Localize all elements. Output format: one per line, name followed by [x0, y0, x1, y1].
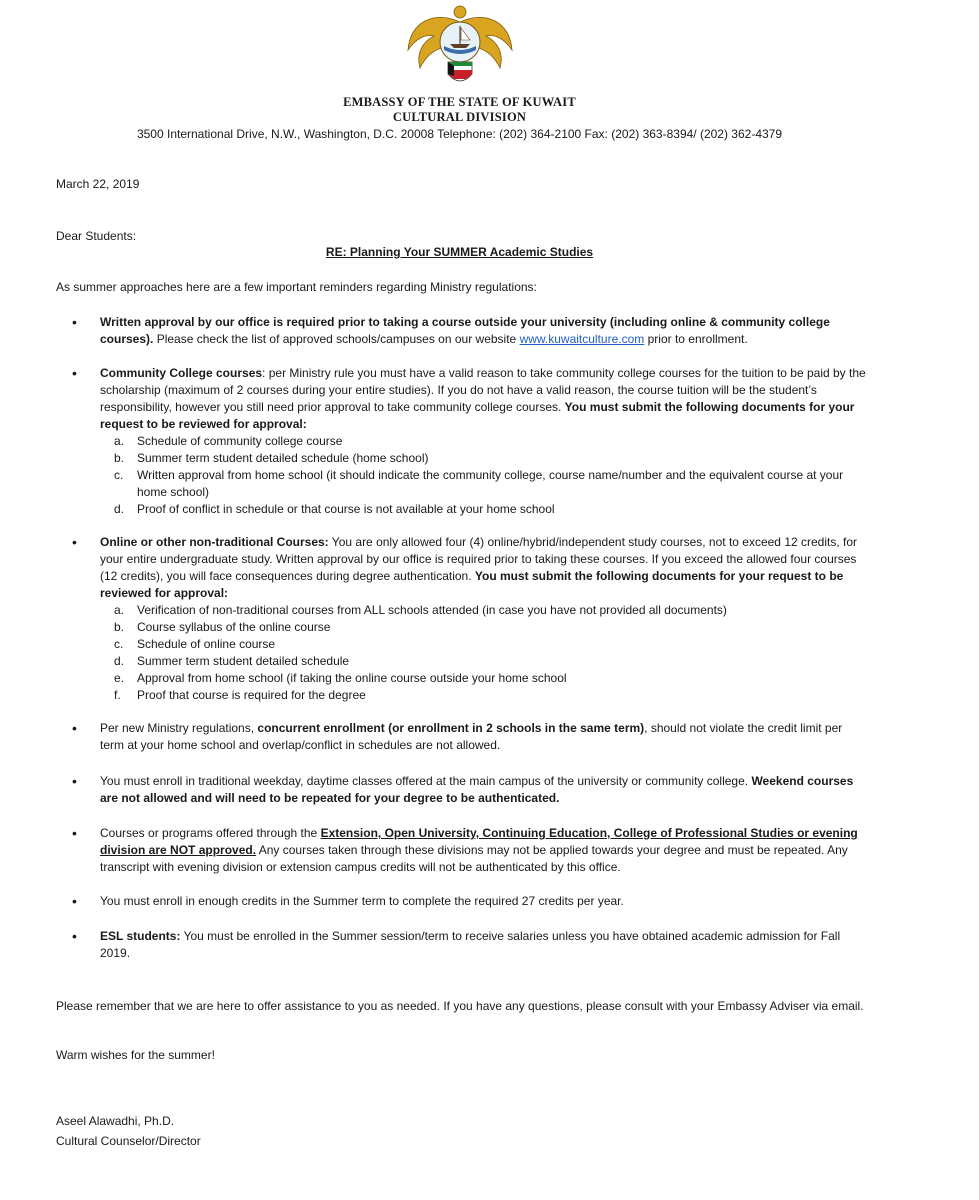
bullet-text: prior to enrollment.: [644, 332, 748, 346]
bullet-icon: •: [72, 314, 77, 330]
bullet-text: You must be enrolled in the Summer session/term to receive salaries unless you have obtained academic admission for Fall 2019.: [100, 929, 841, 960]
bullet-text: , should not violate the credit limit per term at your home school and overlap/conflict in schedules are not allowed.: [100, 721, 843, 752]
bullet-text: You must enroll in enough credits in the Summer term to complete the required 27 credits per year.: [100, 894, 624, 908]
letter-date: March 22, 2019: [56, 177, 140, 191]
bullet-bold-tail: You must submit the following documents for your request to be reviewed for approval:: [100, 400, 855, 431]
bullet-icon: •: [72, 534, 77, 550]
bullet-bold-text: Written approval by our office is required prior to taking a course outside your university (including online & community college courses).: [100, 315, 830, 346]
bullet-bold-lead: Online or other non-traditional Courses:: [100, 535, 329, 549]
bullet-written-approval: [72, 314, 868, 348]
bullet-community-college: [72, 365, 868, 518]
intro-paragraph: As summer approaches here are a few important reminders regarding Ministry regulations:: [56, 280, 537, 294]
bullet-bold-tail: You must submit the following documents for your request to be reviewed for approval:: [100, 569, 844, 600]
bullet-online-courses: [72, 534, 868, 704]
list-item: a. Verification of non-traditional courses from ALL schools attended (in case you have not provided all documents): [114, 603, 727, 617]
list-item: b. Course syllabus of the online course: [114, 620, 331, 634]
bullet-bold-underline-text: Extension, Open University, Continuing Education, College of Professional Studies or evening division are NOT approved.: [100, 826, 858, 857]
kuwaitculture-link[interactable]: www.kuwaitculture.com: [519, 332, 645, 346]
bullet-bold-lead: ESL students:: [100, 929, 181, 943]
bullet-text: Per new Ministry regulations,: [100, 721, 258, 735]
bullet-icon: •: [72, 893, 77, 909]
bullet-bold-text: Weekend courses are not allowed and will need to be repeated for your degree to be authenticated.: [100, 774, 854, 805]
signer-title: Cultural Counselor/Director: [56, 1134, 201, 1148]
list-item: c. Written approval from home school (it should indicate the community college, course name/number and the equivalent course at your home school): [114, 468, 844, 499]
bullet-bold-text: concurrent enrollment (or enrollment in 2 schools in the same term): [257, 721, 645, 735]
bullet-weekday-classes: [72, 773, 868, 807]
closing-paragraph: Please remember that we are here to offer assistance to you as needed. If you have any questions, please consult with your Embassy Adviser via email.: [56, 999, 864, 1013]
bullet-text: Courses or programs offered through the: [100, 826, 321, 840]
kuwait-emblem-icon: [404, 2, 516, 94]
bullet-icon: •: [72, 720, 77, 736]
bullet-icon: •: [72, 365, 77, 381]
subject-line: RE: Planning Your SUMMER Academic Studies: [325, 245, 594, 259]
signer-name: Aseel Alawadhi, Ph.D.: [56, 1114, 175, 1128]
embassy-address: 3500 International Drive, N.W., Washington, D.C. 20008 Telephone: (202) 364-2100 Fax: (202) 363-8394/ (202) 362-4379: [136, 127, 783, 141]
bullet-icon: •: [72, 928, 77, 944]
bullet-credits-requirement: [72, 893, 868, 910]
embassy-name: EMBASSY OF THE STATE OF KUWAIT: [343, 95, 576, 109]
bullet-text: You must enroll in traditional weekday, daytime classes offered at the main campus of the university or community college.: [100, 774, 752, 788]
list-item: c. Schedule of online course: [114, 637, 276, 651]
bullet-text: : per Ministry rule you must have a valid reason to take community college courses for the tuition to be paid by the scholarship (maximum of 2 courses during your entire studies). If you do not have a valid reason, the course tuition will be the student’s responsibility, however you still need prior approval to take community college courses.: [100, 366, 866, 414]
list-item: e. Approval from home school (if taking the online course outside your home school: [114, 671, 567, 685]
bullet-icon: •: [72, 773, 77, 789]
bullet-esl-students: [72, 928, 868, 962]
bullet-concurrent-enrollment: [72, 720, 868, 754]
list-item: b. Summer term student detailed schedule (home school): [114, 451, 429, 465]
division-name: CULTURAL DIVISION: [392, 110, 527, 124]
list-item: d. Proof of conflict in schedule or that course is not available at your home school: [114, 502, 555, 516]
bullet-text: Please check the list of approved schools/campuses on our website: [153, 332, 520, 346]
closing-wishes: Warm wishes for the summer!: [56, 1048, 215, 1062]
bullet-bold-lead: Community College courses: [100, 366, 263, 380]
bullet-extension-programs: [72, 825, 868, 876]
bullet-text: You are only allowed four (4) online/hybrid/independent study courses, not to exceed 12 credits, for your entire undergraduate study. Written approval by our office is required prior to taking these courses. If you exceed the allowed four courses (12 credits), you will face consequences during degree authentication.: [100, 535, 858, 583]
salutation: Dear Students:: [56, 229, 137, 243]
list-item: f. Proof that course is required for the degree: [114, 688, 366, 702]
list-item: d. Summer term student detailed schedule: [114, 654, 350, 668]
bullet-icon: •: [72, 825, 77, 841]
bullet-text: Any courses taken through these divisions may not be applied towards your degree and must be repeated. Any transcript with evening division or extension campus credits will not be authenticated by this office.: [100, 843, 848, 874]
list-item: a. Schedule of community college course: [114, 434, 343, 448]
